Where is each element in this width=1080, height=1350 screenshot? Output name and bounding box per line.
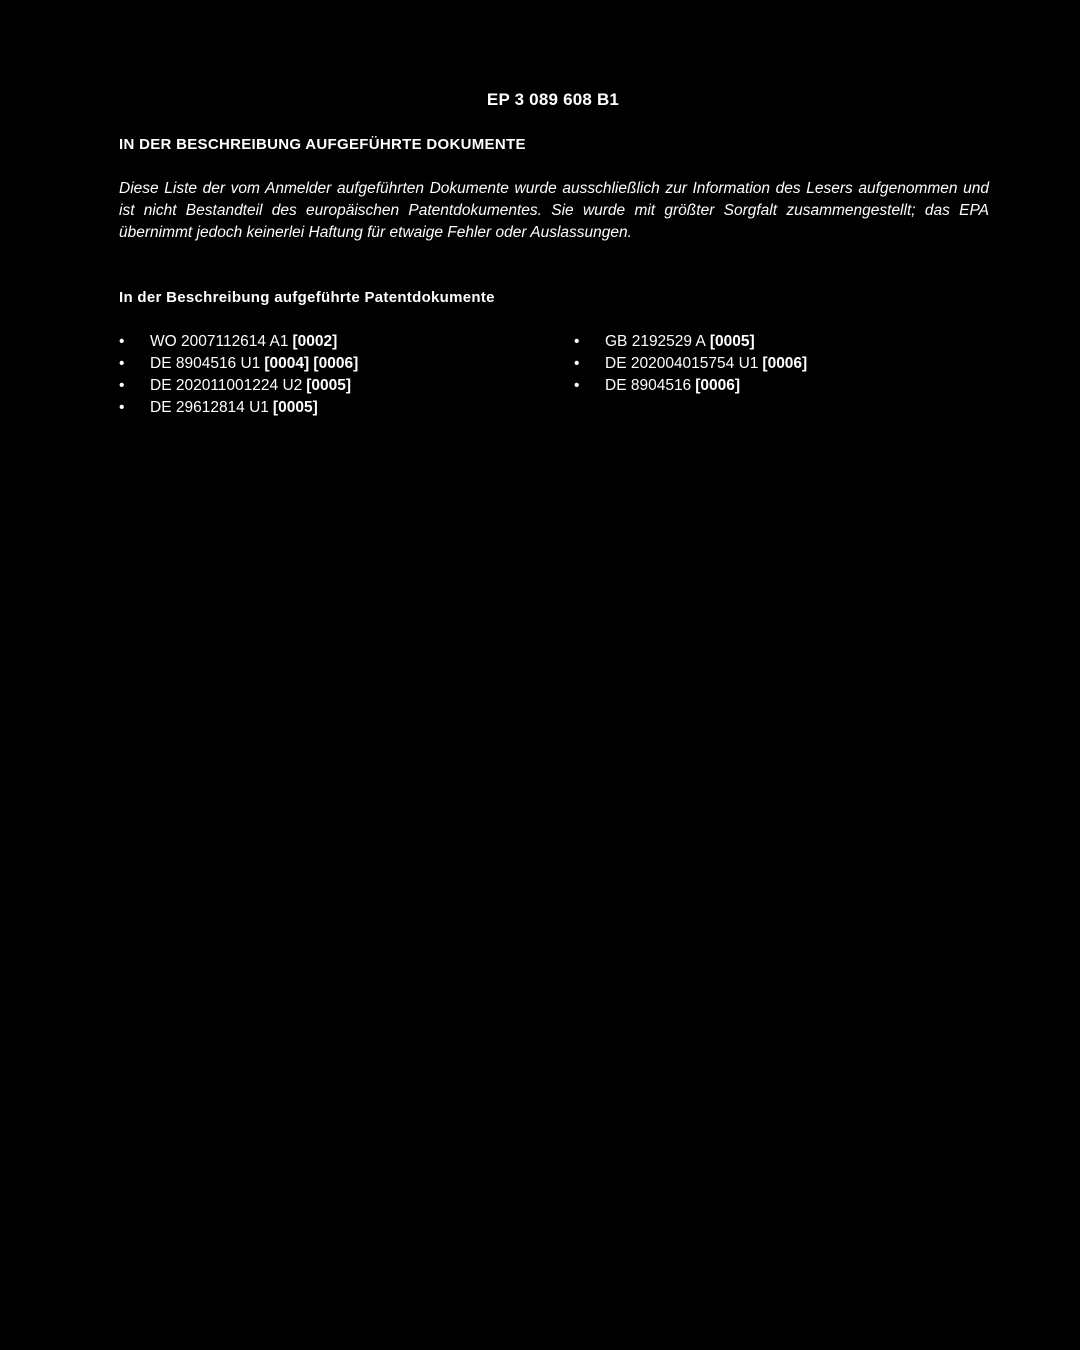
patent-list-item: [119, 353, 358, 375]
section-heading: IN DER BESCHREIBUNG AUFGEFÜHRTE DOKUMENTE: [119, 136, 526, 153]
bullet: •: [119, 355, 125, 372]
document-number: EP 3 089 608 B1: [486, 90, 620, 109]
paragraph-reference: [0006]: [762, 355, 808, 372]
bullet: •: [119, 399, 125, 416]
patent-list-left: [119, 331, 358, 419]
patent-documents-heading: In der Beschreibung aufgeführte Patentdokumente: [119, 289, 495, 306]
bullet: •: [119, 333, 125, 350]
bullet: •: [119, 377, 125, 394]
paragraph-reference: [0004] [0006]: [264, 355, 359, 372]
patent-list-item: [119, 375, 358, 397]
patent-list-item: [574, 353, 807, 375]
patent-number: DE 8904516: [605, 377, 692, 394]
patent-list-item: [574, 331, 807, 353]
patent-list-item: [119, 397, 358, 419]
bullet: •: [574, 333, 580, 350]
patent-number: WO 2007112614 A1: [150, 333, 289, 350]
patent-number: DE 202004015754 U1: [605, 355, 759, 372]
paragraph-reference: [0005]: [306, 377, 352, 394]
patent-list-item: [574, 375, 807, 397]
patent-list-right: [574, 331, 807, 397]
paragraph-reference: [0002]: [292, 333, 338, 350]
patent-number: GB 2192529 A: [605, 333, 706, 350]
paragraph-reference: [0006]: [695, 377, 740, 394]
patent-list-item: [119, 331, 358, 353]
paragraph-reference: [0005]: [709, 333, 755, 350]
patent-number: DE 29612814 U1: [150, 399, 269, 416]
disclaimer-text: Diese Liste der vom Anmelder aufgeführten Dokumente wurde ausschließlich zur Information des Lesers aufgenommen und ist nicht Bestandteil des europäischen Patentdokumentes. Sie wurde mit größter Sorgfalt zusammengestellt; das EPA übernimmt jedoch keinerlei Haftung für etwaige Fehler oder Auslassungen.: [119, 180, 989, 241]
patent-number: DE 8904516 U1: [150, 355, 261, 372]
paragraph-reference: [0005]: [272, 399, 318, 416]
bullet: •: [574, 377, 580, 394]
patent-number: DE 202011001224 U2: [150, 377, 303, 394]
bullet: •: [574, 355, 580, 372]
